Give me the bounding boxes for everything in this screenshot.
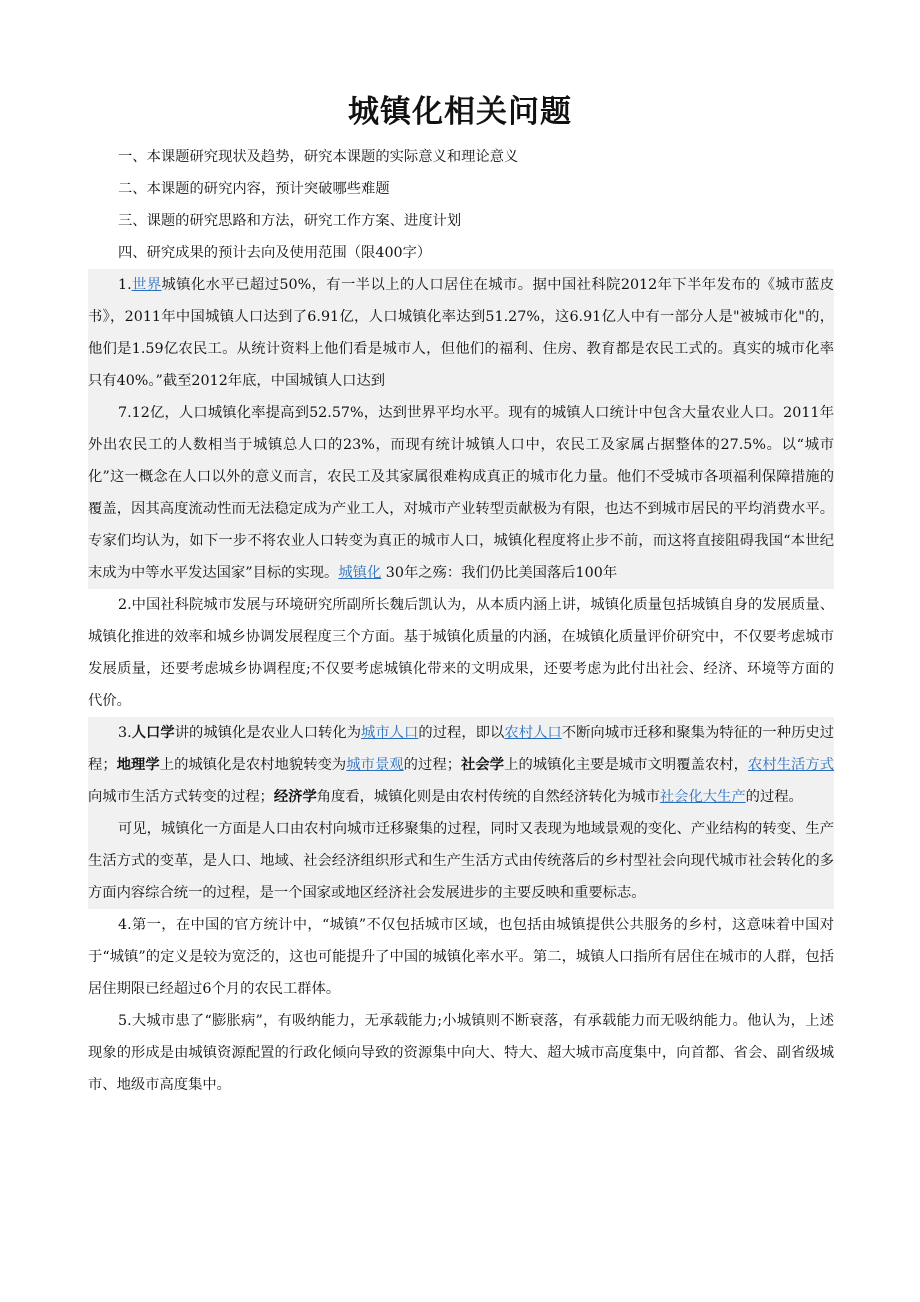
- link-urban-population[interactable]: 城市人口: [361, 725, 419, 741]
- paragraph-4-text-8: 角度看，城镇化则是由农村传统的自然经济转化为城市: [316, 789, 660, 805]
- term-geography: 地理学: [116, 757, 160, 773]
- outline-item-1: 一、本课题研究现状及趋势，研究本课题的实际意义和理论意义: [118, 149, 519, 165]
- paragraph-4-text-4: 上的城镇化是农村地貌转变为: [159, 757, 347, 773]
- paragraph-2-text: 7.12亿，人口城镇化率提高到52.57%，达到世界平均水平。现有的城镇人口统计中包含大量农业人口。2011年外出农民工的人数相当于城镇总人口的23%，而现有统计城镇人口中，农民工及家属占据整体的27.5%。以“城市化”这一概念在人口以外的意义而言，农民工及其家属很难构成真正的城市化力量。他们不受城市各项福利保障措施的覆盖，因其高度流动性而无法稳定成为产业工人，对城市产业转型贡献极为有限，也达不到城市居民的平均消费水平。专家们均认为，如下一步不将农业人口转变为真正的城市人口，城镇化程度将止步不前，而这将直接阻碍我国“本世纪末成为中等水平发达国家”目标的实现。: [88, 405, 834, 581]
- document-body: [88, 141, 834, 1101]
- paragraph-1-text: 城镇化水平已超过50%，有一半以上的人口居住在城市。据中国社科院2012年下半年发布的《城市蓝皮书》，2011年中国城镇人口达到了6.91亿，人口城镇化率达到51.27%，这6.91亿人中有一部分人是"被城市化"的，他们是1.59亿农民工。从统计资料上他们看是城市人，但他们的福利、住房、教育都是农民工式的。真实的城市化率只有40%。”截至2012年底，中国城镇人口达到: [88, 277, 834, 389]
- paragraph-3: 2.中国社科院城市发展与环境研究所副所长魏后凯认为，从本质内涵上讲，城镇化质量包括城镇自身的发展质量、城镇化推进的效率和城乡协调发展程度三个方面。基于城镇化质量的内涵，在城镇化质量评价研究中，不仅要考虑城市发展质量，还要考虑城乡协调程度;不仅要考虑城镇化带来的文明成果，还要考虑为此付出社会、经济、环境等方面的代价。: [88, 597, 834, 709]
- paragraph-2-tail: 30年之殇：我们仍比美国落后100年: [381, 565, 618, 581]
- paragraph-4-text-2: 的过程，即以: [418, 725, 505, 741]
- paragraph-4-text-7: 向城市生活方式转变的过程；: [88, 789, 274, 805]
- outline-item-2: 二、本课题的研究内容，预计突破哪些难题: [118, 181, 390, 197]
- paragraph-5: 可见，城镇化一方面是人口由农村向城市迁移聚集的过程，同时又表现为地域景观的变化、产业结构的转变、生产生活方式的变革，是人口、地域、社会经济组织形式和生产生活方式由传统落后的乡村型社会向现代城市社会转化的多方面内容综合统一的过程，是一个国家或地区经济社会发展进步的主要反映和重要标志。: [88, 813, 834, 909]
- paragraph-4-text-3: 不断向城市迁移和聚集为特征的一种历史过程；: [88, 725, 835, 773]
- link-socialized-production[interactable]: 社会化大生产: [659, 789, 746, 805]
- paragraph-1-number: 1.: [118, 277, 132, 293]
- document-title: 城镇化相关问题: [348, 94, 572, 130]
- link-urban-landscape[interactable]: 城市景观: [346, 757, 404, 773]
- paragraph-4-number: 3.: [118, 725, 132, 741]
- paragraph-4-text-1: 讲的城镇化是农业人口转化为: [174, 725, 362, 741]
- paragraph-4-text-5: 的过程；: [403, 757, 461, 773]
- outline-item-3: 三、课题的研究思路和方法，研究工作方案、进度计划: [118, 213, 462, 229]
- paragraph-4: [88, 717, 834, 813]
- link-rural-lifestyle[interactable]: 农村生活方式: [748, 757, 835, 773]
- paragraph-7: 5.大城市患了“膨胀病”，有吸纳能力，无承载能力;小城镇则不断衰落，有承载能力而无吸纳能力。他认为，上述现象的形成是由城镇资源配置的行政化倾向导致的资源集中向大、特大、超大城市高度集中，向首都、省会、副省级城市、地级市高度集中。: [88, 1013, 834, 1093]
- term-sociology: 社会学: [461, 757, 505, 773]
- paragraph-2: [88, 397, 834, 589]
- paragraph-4-text-9: 的过程。: [745, 789, 803, 805]
- link-urbanization[interactable]: 城镇化: [338, 565, 382, 581]
- paragraph-1: [88, 269, 834, 397]
- link-world[interactable]: 世界: [131, 277, 162, 293]
- paragraph-4-text-6: 上的城镇化主要是城市文明覆盖农村，: [504, 757, 748, 773]
- outline-item-4: 四、研究成果的预计去向及使用范围（限400字）: [118, 245, 432, 261]
- term-demography: 人口学: [131, 725, 175, 741]
- link-rural-population[interactable]: 农村人口: [504, 725, 562, 741]
- term-economics: 经济学: [273, 789, 317, 805]
- paragraph-6: 4.第一，在中国的官方统计中，“城镇”不仅包括城市区域，也包括由城镇提供公共服务的乡村，这意味着中国对于“城镇”的定义是较为宽泛的，这也可能提升了中国的城镇化率水平。第二，城镇人口指所有居住在城市的人群，包括居住期限已经超过6个月的农民工群体。: [88, 917, 834, 997]
